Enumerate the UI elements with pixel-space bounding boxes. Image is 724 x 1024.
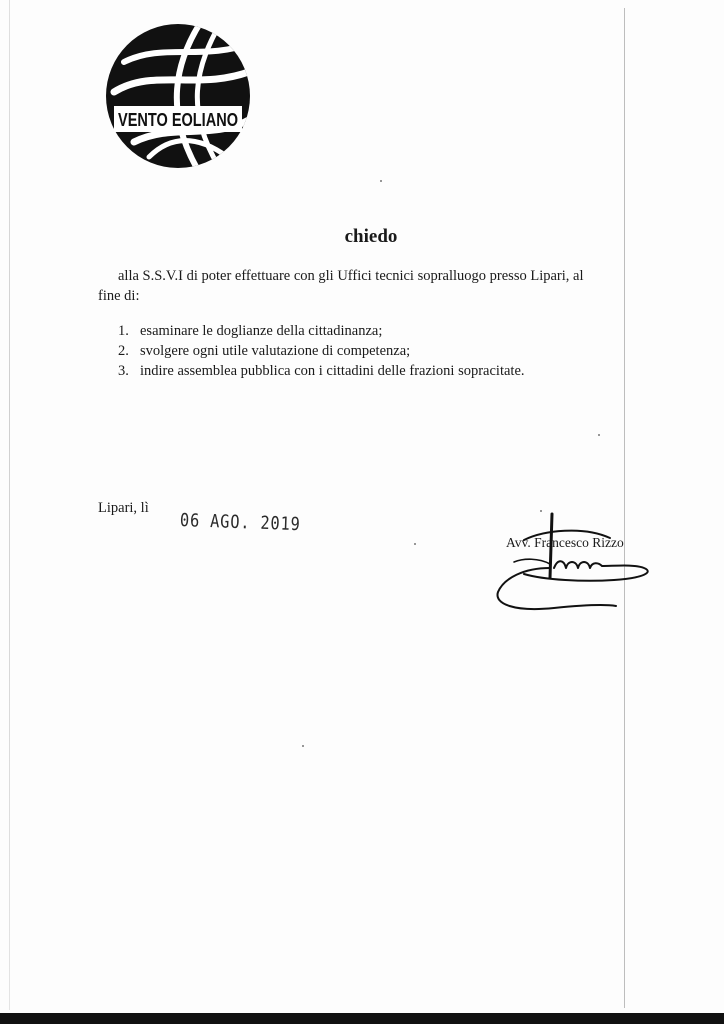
paragraph-line-1: alla S.S.V.I di poter effettuare con gli Uffici tecnici sopralluogo presso Lipari, al <box>118 268 584 284</box>
list-item <box>118 321 618 341</box>
list-item <box>118 361 618 381</box>
heading-text: chiedo <box>344 226 398 247</box>
scan-speck <box>302 745 304 747</box>
signature-graphic <box>484 508 664 620</box>
signer-name: Avv. Francesco Rizzo <box>506 535 624 550</box>
heading-chiedo <box>0 226 724 248</box>
place-label: Lipari, lì <box>98 500 149 516</box>
list-item-text: esaminare le doglianze della cittadinanza; <box>140 323 383 339</box>
scan-left-edge <box>9 0 10 1010</box>
list-item-number: 3. <box>118 363 129 379</box>
scan-speck <box>598 434 600 436</box>
vento-eoliano-logo-icon <box>104 22 252 170</box>
logo-text: VENTO EOLIANO <box>118 110 238 130</box>
logo-graphic <box>104 22 252 170</box>
date-stamp: 06 AGO. 2019 <box>179 510 302 536</box>
paragraph-line-2: fine di: <box>98 288 140 304</box>
list-item-text: indire assemblea pubblica con i cittadini delle frazioni sopracitate. <box>140 363 525 379</box>
request-paragraph <box>98 266 658 306</box>
list-item <box>118 341 618 361</box>
scan-bottom-bar <box>0 1013 724 1024</box>
list-item-text: svolgere ogni utile valutazione di competenza; <box>140 343 411 359</box>
list-item-number: 1. <box>118 323 129 339</box>
list-item-number: 2. <box>118 343 129 359</box>
purpose-list <box>118 321 618 381</box>
handwritten-signature-icon <box>484 508 664 620</box>
scan-speck <box>414 543 416 545</box>
scan-speck <box>380 180 382 182</box>
